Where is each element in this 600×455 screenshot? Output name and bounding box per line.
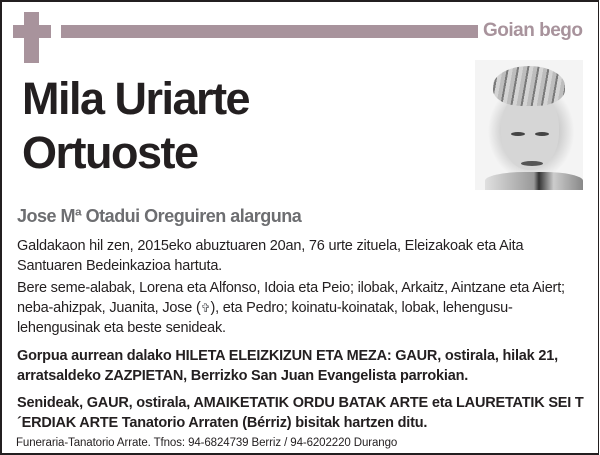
- funeral-paragraph: Gorpua aurrean dalako HILETA ELEIZKIZUN ETA MEZA: GAUR, ostirala, hilak 21, arratsaldeko ZAZPIETAN, Berrizko San Juan Evangelista parrokian.: [17, 348, 558, 384]
- deceased-name: [22, 72, 249, 180]
- portrait-photo: [475, 60, 583, 190]
- visits-paragraph: Senideak, GAUR, ostirala, AMAIKETATIK ORDU BATAK ARTE eta LAURETATIK SEI T´ERDIAK ARTE Tanatorio Arraten (Bérriz) bisitak hartzen ditu.: [17, 395, 584, 431]
- small-cross-icon: ✞: [200, 301, 211, 315]
- spouse-subtitle: Jose Mª Otadui Oreguiren alarguna: [17, 206, 302, 226]
- name-line-2: Ortuoste: [22, 127, 198, 178]
- family-paragraph: Bere seme-alabak, Lorena eta Alfonso, Idoia eta Peio; ilobak, Arkaitz, Aintzane eta Aiert; neba-ahizpak, Juanita, Jose (✞), eta Pedro; koinatu-koinatak, lobak, lehengusu-lehengusinak eta beste senideak.: [17, 280, 565, 336]
- funeral-home-footer: Funeraria-Tanatorio Arrate. Tfnos: 94-6824739 Berriz / 94-6202220 Durango: [16, 437, 398, 449]
- name-line-1: Mila Uriarte: [22, 73, 250, 124]
- cross-icon-bar: [13, 25, 51, 38]
- header-tag: Goian bego: [483, 20, 583, 41]
- header-rule: [61, 25, 478, 38]
- death-paragraph: Galdakaon hil zen, 2015eko abuztuaren 20an, 76 urte zituela, Eleizakoak eta Aita Santuaren Bedeinkazioa hartuta.: [17, 238, 524, 274]
